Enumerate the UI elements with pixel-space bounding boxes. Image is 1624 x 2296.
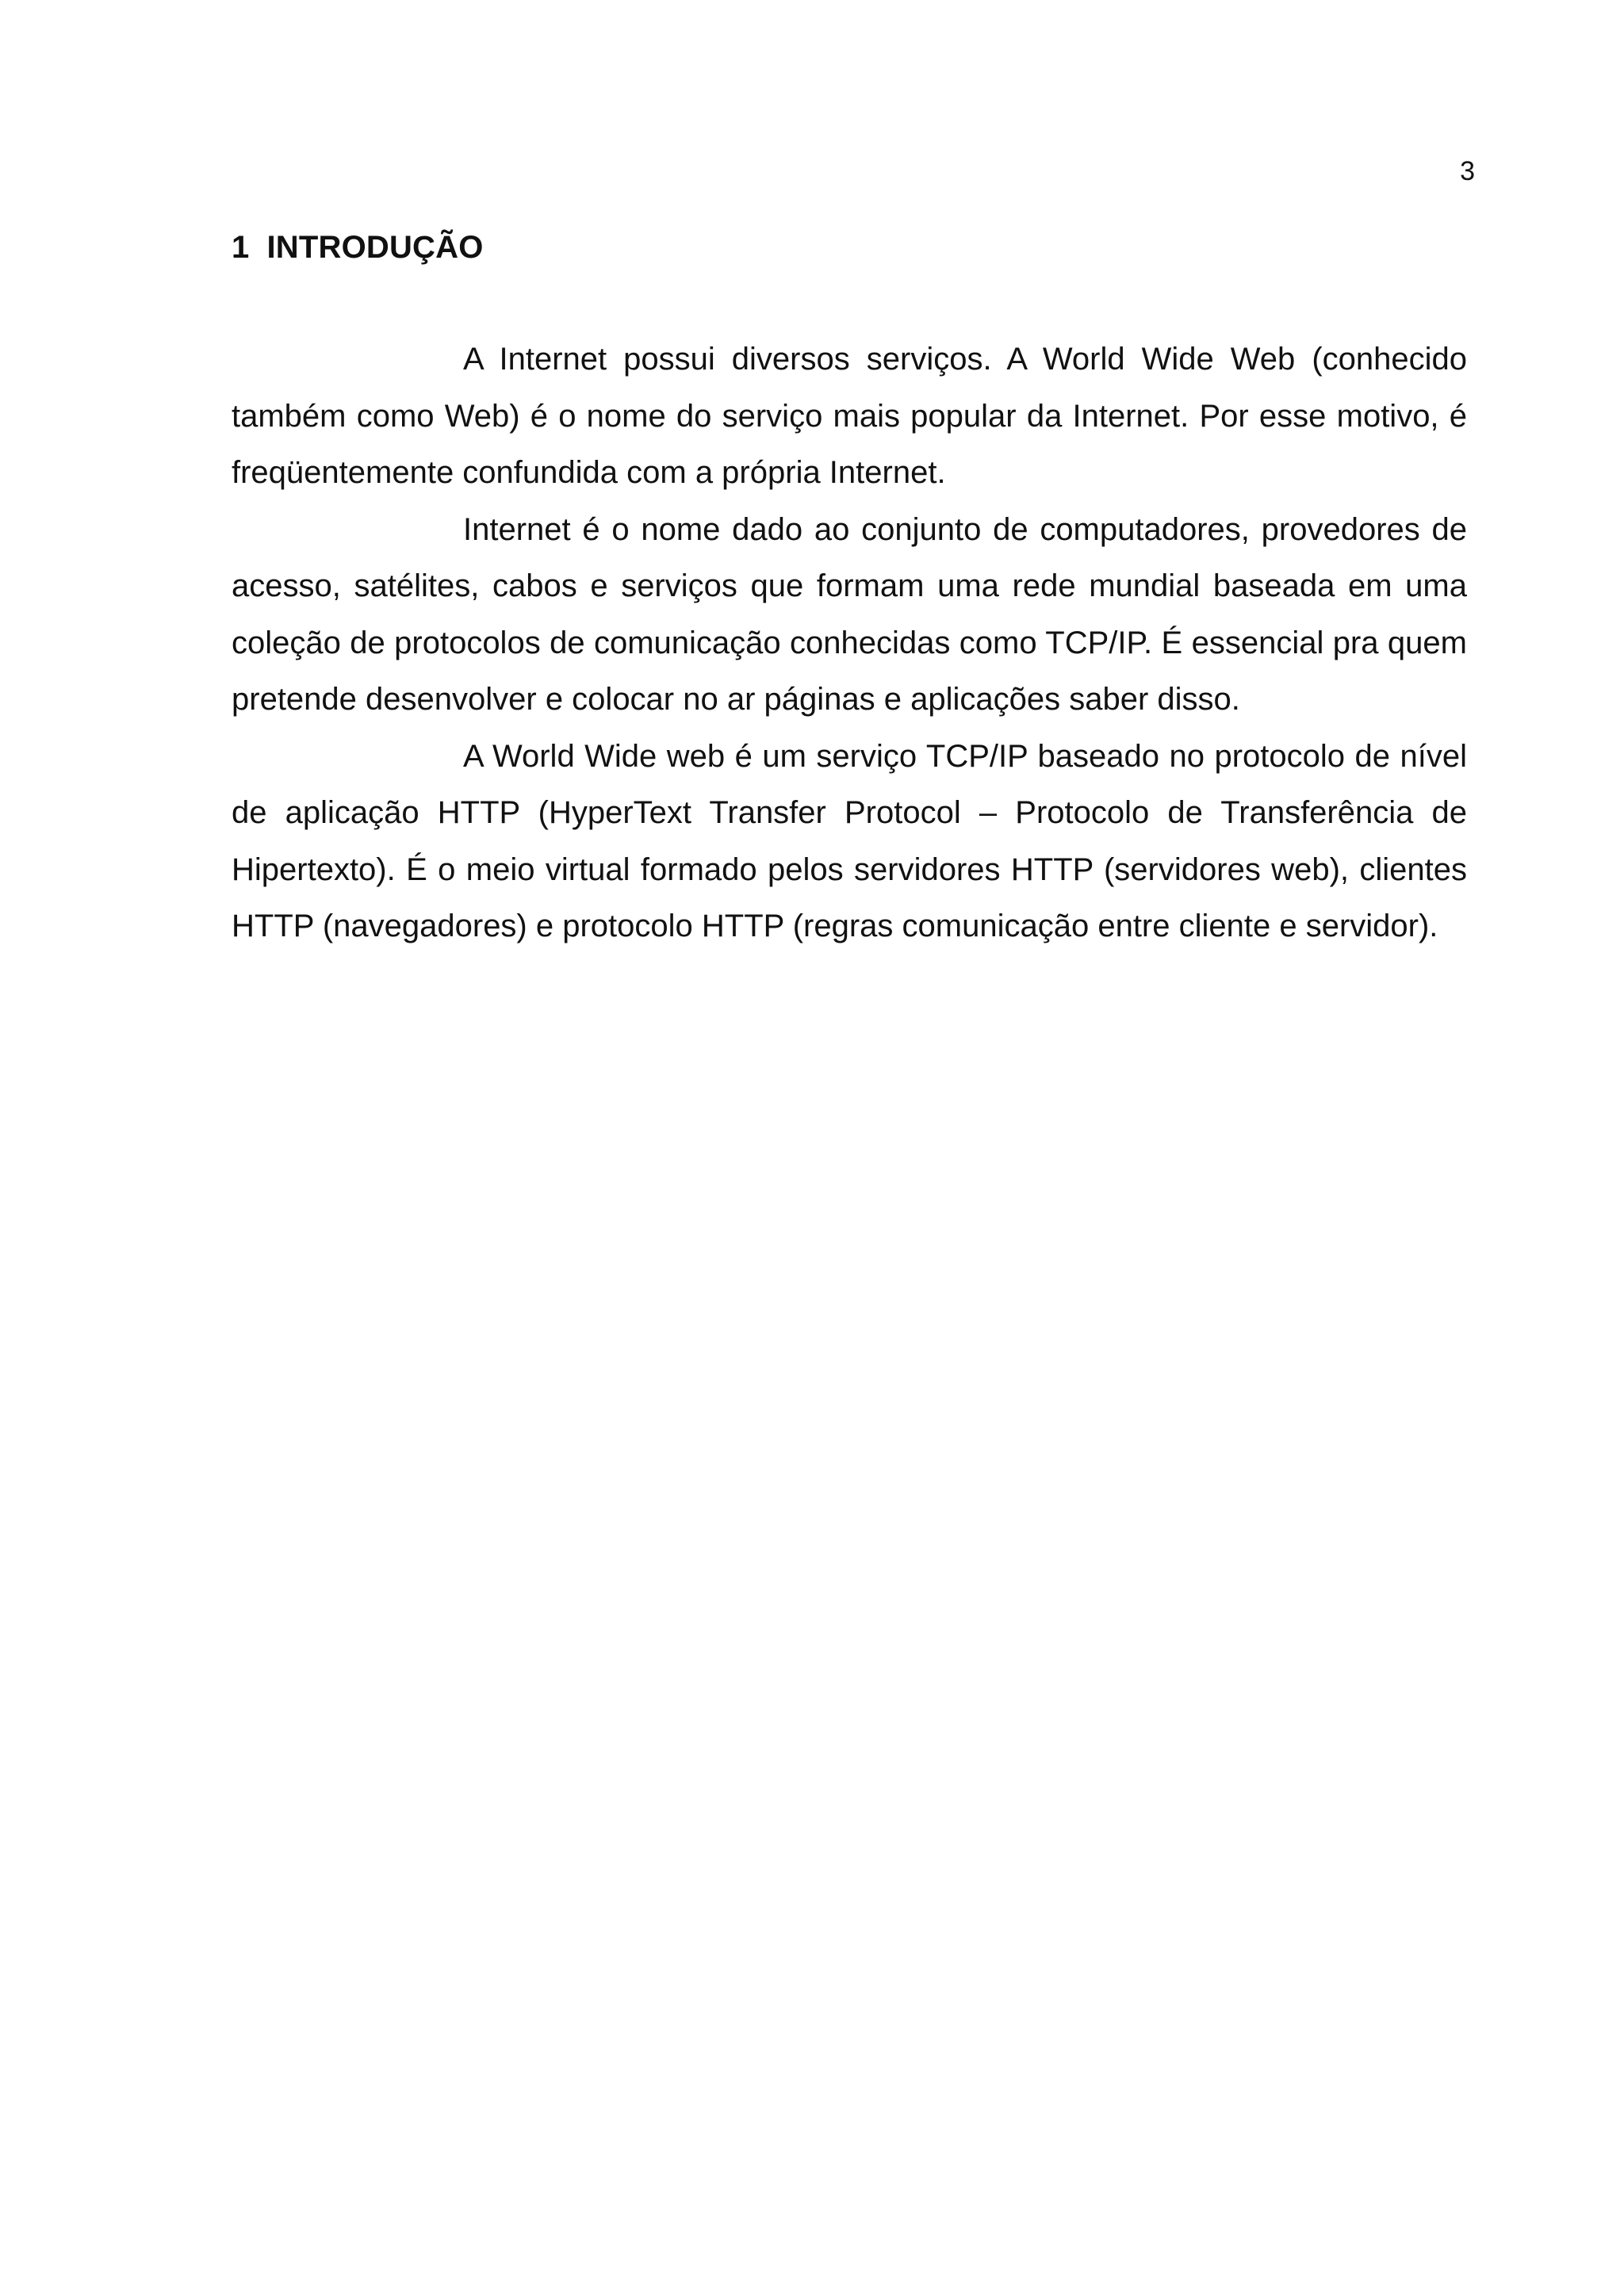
paragraph: A Internet possui diversos serviços. A World Wide Web (conhecido também como Web) é o nome do serviço mais popular da Internet. Por esse motivo, é freqüentemente confundida com a própria Internet.	[232, 342, 1467, 490]
body-text	[232, 331, 1467, 955]
paragraph: Internet é o nome dado ao conjunto de computadores, provedores de acesso, satélites, cabos e serviços que formam uma rede mundial baseada em uma coleção de protocolos de comunicação conhecidas como TCP/IP. É essencial pra quem pretende desenvolver e colocar no ar páginas e aplicações saber disso.	[232, 511, 1467, 717]
section-title: INTRODUÇÃO	[266, 230, 484, 265]
page-number: 3	[1460, 156, 1475, 186]
section-heading	[232, 228, 484, 266]
section-number: 1	[232, 230, 250, 265]
paragraph: A World Wide web é um serviço TCP/IP baseado no protocolo de nível de aplicação HTTP (HyperText Transfer Protocol – Protocolo de Transferência de Hipertexto). É o meio virtual formado pelos servidores HTTP (servidores web), clientes HTTP (navegadores) e protocolo HTTP (regras comunicação entre cliente e servidor).	[232, 738, 1467, 943]
